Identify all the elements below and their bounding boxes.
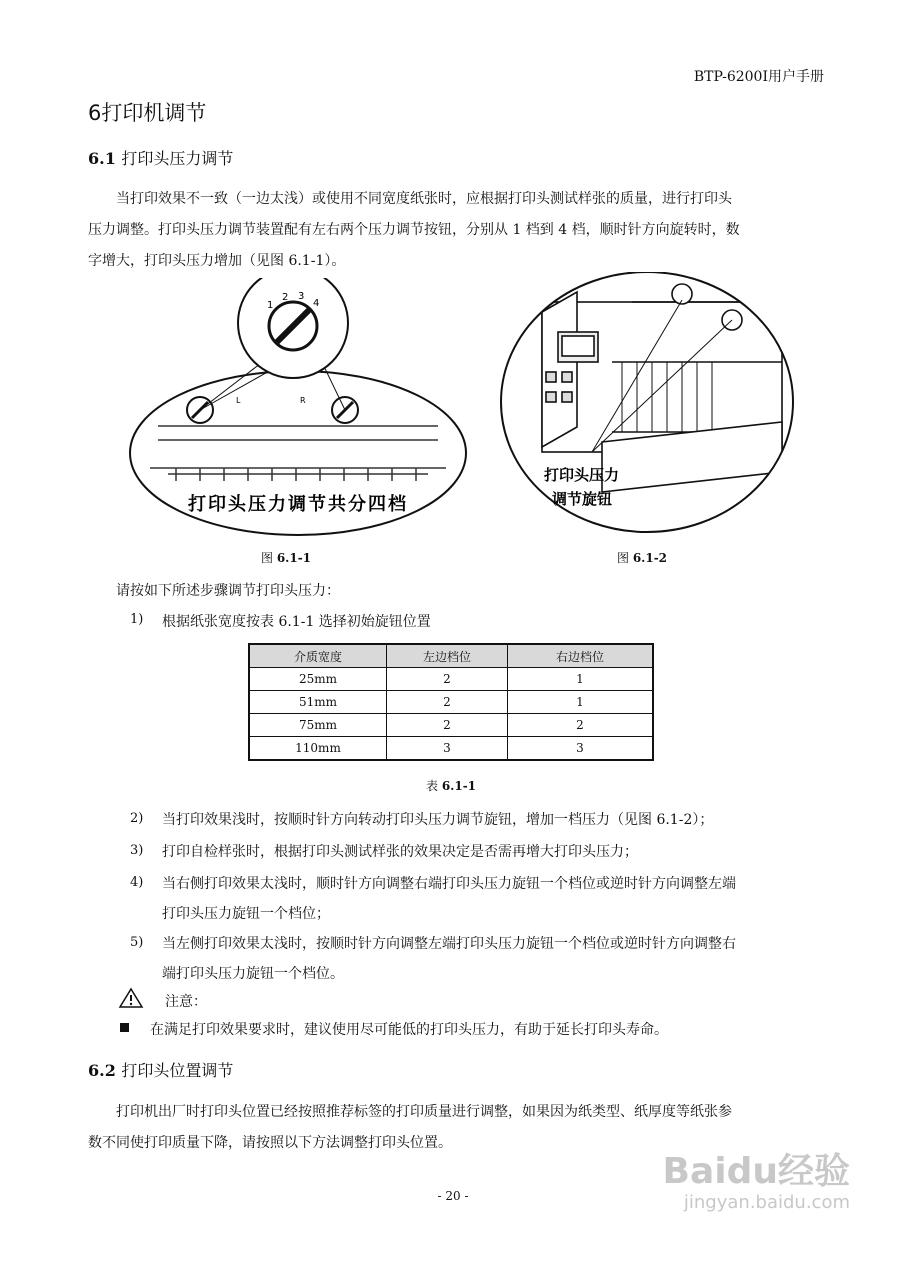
dial-number: 2 [282,292,289,303]
table-cell: 25mm [249,668,387,691]
table-header: 左边档位 [387,644,508,668]
paragraph-line: 当打印效果不一致（一边太浅）或使用不同宽度纸张时，应根据打印头测试样张的质量，进行打印头 [116,191,732,207]
page-header: BTP-6200I用户手册 [693,69,824,85]
table-header-row [249,644,653,668]
step-number: 3) [130,843,144,858]
table-cell: 51mm [249,691,387,714]
section-heading-6-2 [88,1058,233,1081]
table-row [249,668,653,691]
dial-number: 1 [267,300,274,311]
caption-number: 6.1-1 [441,779,477,793]
section-heading-6-1 [88,146,233,169]
page-number: - 20 - [437,1189,469,1203]
caption-prefix: 图 [261,551,277,565]
intro-paragraph [88,184,822,277]
section2-paragraph [88,1097,822,1159]
table-cell: 1 [508,668,654,691]
figure-6-1-1 [128,278,468,540]
caption-prefix: 表 [426,779,442,793]
label-l: L [236,396,241,405]
table-caption [426,777,476,794]
paragraph-line: 字增大，打印头压力增加（见图 6.1-1）。 [88,253,346,269]
figure-6-1-2 [482,272,794,534]
figure-text: 打印头压力调节共分四档 [188,494,408,515]
table-header: 介质宽度 [249,644,387,668]
watermark [663,1152,850,1213]
table-cell: 2 [387,714,508,737]
chapter-title: 6打印机调节 [88,101,207,125]
steps-intro: 请按如下所述步骤调节打印头压力： [116,583,340,599]
caption-number: 6.1-2 [632,551,668,565]
table-cell: 1 [508,691,654,714]
figure-caption-6-1-2 [617,549,667,566]
step-text: 打印头压力旋钮一个档位； [162,906,330,922]
watermark-url: jingyan.baidu.com [683,1192,850,1213]
step-text: 端打印头压力旋钮一个档位。 [162,966,344,982]
dial-number: 3 [298,291,305,302]
table-cell: 3 [387,737,508,761]
label-r: R [300,396,306,405]
dial-number: 4 [313,298,320,309]
media-width-table [248,643,654,761]
step-number: 5) [130,935,144,950]
table-cell: 3 [508,737,654,761]
step-text: 当打印效果浅时，按顺时针方向转动打印头压力调节旋钮，增加一档压力（见图 6.1-2）； [162,812,714,828]
table-cell: 2 [387,668,508,691]
section-number: 6.1 [88,149,116,168]
table-cell: 110mm [249,737,387,761]
step-text: 根据纸张宽度按表 6.1-1 选择初始旋钮位置 [162,614,431,630]
bullet-square-icon [120,1023,129,1032]
section-title: 打印头压力调节 [121,149,234,168]
step-number: 2) [130,811,144,826]
figure-text-line2: 调节旋钮 [552,490,613,508]
note-bullet-text: 在满足打印效果要求时，建议使用尽可能低的打印头压力，有助于延长打印头寿命。 [150,1022,668,1038]
step-text: 当右侧打印效果太浅时，顺时针方向调整右端打印头压力旋钮一个档位或逆时针方向调整左端 [162,876,736,892]
step-text: 打印自检样张时，根据打印头测试样张的效果决定是否需再增大打印头压力； [162,844,638,860]
paragraph-line: 打印机出厂时打印头位置已经按照推荐标签的打印质量进行调整，如果因为纸类型、纸厚度等纸张参 [116,1104,732,1120]
note-label: 注意： [165,994,207,1010]
step-number: 1) [130,612,144,627]
warning-icon [118,987,144,1009]
table-row [249,691,653,714]
figure-text-line1: 打印头压力 [544,466,620,484]
caption-number: 6.1-1 [276,551,312,565]
figure-caption-6-1-1 [261,549,311,566]
table-row [249,714,653,737]
table-row [249,737,653,761]
paragraph-line: 压力调整。打印头压力调节装置配有左右两个压力调节按钮，分别从 1 档到 4 档，顺时针方向旋转时，数 [88,222,740,238]
section-number: 6.2 [88,1061,116,1080]
table-header: 右边档位 [508,644,654,668]
table-cell: 75mm [249,714,387,737]
table-cell: 2 [508,714,654,737]
step-number: 4) [130,875,144,890]
caption-prefix: 图 [617,551,633,565]
section-title: 打印头位置调节 [121,1061,234,1080]
watermark-logo-text: Baidu经验 [662,1151,850,1192]
table-cell: 2 [387,691,508,714]
step-text: 当左侧打印效果太浅时，按顺时针方向调整左端打印头压力旋钮一个档位或逆时针方向调整右 [162,936,736,952]
paragraph-line: 数不同使打印质量下降，请按照以下方法调整打印头位置。 [88,1135,452,1151]
